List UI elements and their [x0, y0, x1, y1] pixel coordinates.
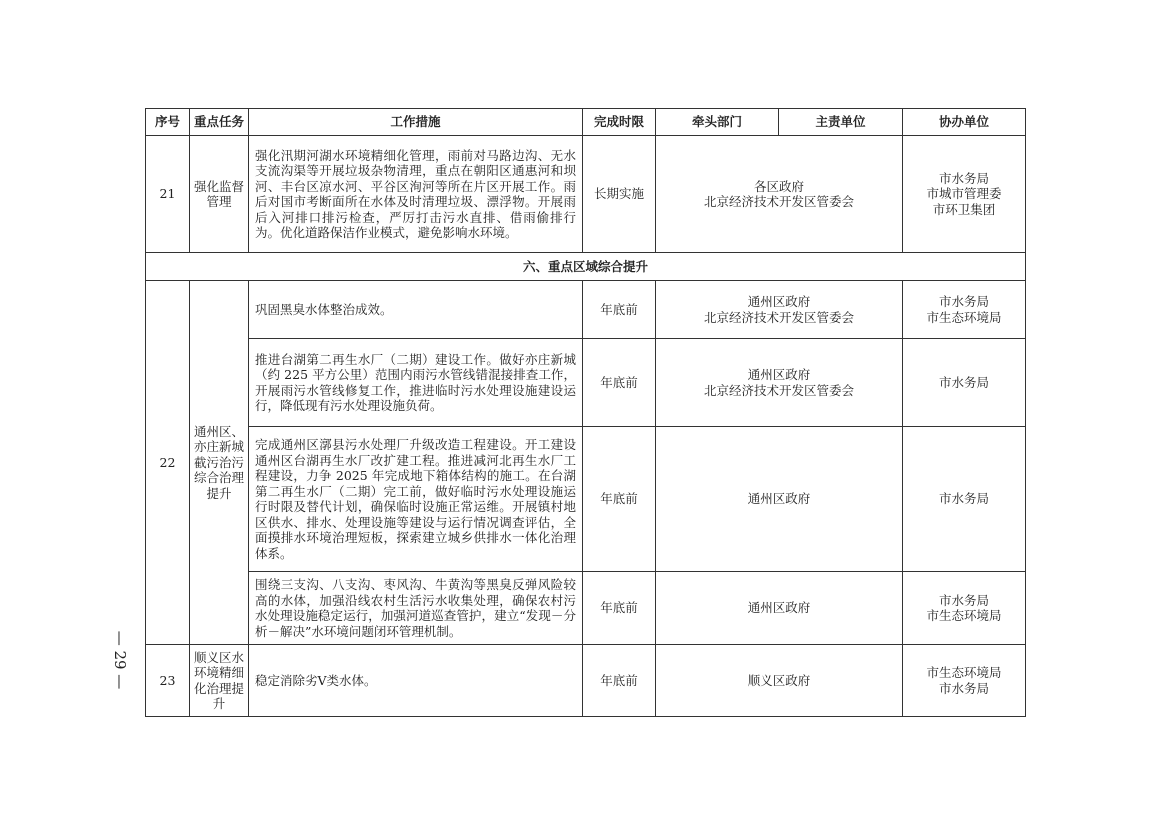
header-measure: 工作措施 — [249, 109, 583, 136]
row-deadline: 年底前 — [583, 427, 656, 572]
lead-unit: 通州区政府 — [747, 491, 811, 507]
row-assist — [903, 645, 1026, 717]
lead-unit: 北京经济技术开发区管委会 — [703, 194, 854, 209]
row-deadline: 年底前 — [583, 645, 656, 717]
row-measure: 稳定消除劣Ⅴ类水体。 — [249, 645, 583, 717]
lead-unit: 通州区政府 — [747, 294, 811, 309]
row-task: 强化监督管理 — [190, 136, 249, 253]
row-lead — [656, 427, 903, 572]
lead-unit: 通州区政府 — [747, 367, 811, 382]
header-assist: 协办单位 — [903, 109, 1026, 136]
assist-unit: 市城市管理委 — [926, 186, 1002, 202]
lead-unit: 北京经济技术开发区管委会 — [703, 309, 854, 325]
lead-unit: 各区政府 — [753, 178, 804, 194]
header-task: 重点任务 — [190, 109, 249, 136]
row-measure: 推进台湖第二再生水厂（二期）建设工作。做好亦庄新城（约 225 平方公里）范围内雨污水管线错混接排查工作，开展雨污水管线修复工作，推进临时污水处理设施建设运行，降低现有污水处理设施负荷。 — [249, 339, 583, 427]
assist-unit: 市水务局 — [938, 680, 989, 696]
header-deadline: 完成时限 — [583, 109, 656, 136]
row-task: 通州区、亦庄新城截污治污综合治理提升 — [190, 281, 249, 645]
header-responsible: 主责单位 — [779, 109, 903, 136]
row-assist — [903, 281, 1026, 339]
page-number: — 29 — — [111, 630, 129, 690]
assist-unit: 市水务局 — [938, 592, 989, 608]
lead-unit: 通州区政府 — [747, 600, 811, 616]
row-deadline: 长期实施 — [583, 136, 656, 253]
row-measure: 完成通州区漷县污水处理厂升级改造工程建设。开工建设通州区台湖再生水厂改扩建工程。推进减河北再生水厂工程建设，力争 2025 年完成地下箱体结构的施工。在台湖第二再生水厂（二期）完工前，做好临时污水处理设施运行时限及替代计划，确保临时设施正常运维。开展镇村地区供水、排水、处理设施等建设与运行情况调查评估，全面摸排水环境治理短板，探索建立城乡供排水一体化治理体系。 — [249, 427, 583, 572]
assist-unit: 市生态环境局 — [926, 309, 1002, 325]
task-table — [145, 108, 1026, 717]
assist-unit: 市水务局 — [938, 294, 989, 309]
header-no: 序号 — [146, 109, 190, 136]
row-no: 23 — [146, 645, 190, 717]
row-lead — [656, 645, 903, 717]
row-task: 顺义区水环境精细化治理提升 — [190, 645, 249, 717]
table-row — [146, 339, 1026, 427]
lead-unit: 北京经济技术开发区管委会 — [703, 382, 854, 398]
assist-unit: 市生态环境局 — [926, 608, 1002, 623]
row-lead — [656, 572, 903, 645]
section-title: 六、重点区域综合提升 — [146, 253, 1026, 281]
row-measure: 强化汛期河湖水环境精细化管理，雨前对马路边沟、无水支流沟渠等开展垃圾杂物清理，重点在朝阳区通惠河和坝河、丰台区凉水河、平谷区洵河等所在片区开展工作。雨后对国市考断面所在水体及时清理垃圾、漂浮物。开展雨后入河排口排污检查，严厉打击污水直排、借雨偷排行为。优化道路保洁作业模式，避免影响水环境。 — [249, 136, 583, 253]
assist-unit: 市水务局 — [938, 170, 989, 186]
row-lead — [656, 136, 903, 253]
table-row — [146, 136, 1026, 253]
row-no: 22 — [146, 281, 190, 645]
row-deadline: 年底前 — [583, 572, 656, 645]
table-row — [146, 572, 1026, 645]
assist-unit: 市生态环境局 — [926, 665, 1002, 680]
row-measure: 围绕三支沟、八支沟、枣风沟、牛黄沟等黑臭反弹风险较高的水体，加强沿线农村生活污水收集处理，确保农村污水处理设施稳定运行，加强河道巡查管护，建立“发现－分析－解决”水环境问题闭环管理机制。 — [249, 572, 583, 645]
row-measure: 巩固黑臭水体整治成效。 — [249, 281, 583, 339]
row-lead — [656, 339, 903, 427]
row-deadline: 年底前 — [583, 339, 656, 427]
row-lead — [656, 281, 903, 339]
table-row — [146, 645, 1026, 717]
row-assist — [903, 427, 1026, 572]
row-no: 21 — [146, 136, 190, 253]
table-row — [146, 281, 1026, 339]
assist-unit: 市水务局 — [938, 374, 989, 390]
row-assist — [903, 136, 1026, 253]
assist-unit: 市环卫集团 — [932, 201, 996, 217]
header-lead: 牵头部门 — [656, 109, 779, 136]
lead-unit: 顺义区政府 — [747, 672, 811, 688]
row-assist — [903, 572, 1026, 645]
assist-unit: 市水务局 — [938, 491, 989, 507]
section-row — [146, 253, 1026, 281]
table-header-row — [146, 109, 1026, 136]
row-assist — [903, 339, 1026, 427]
table-row — [146, 427, 1026, 572]
row-deadline: 年底前 — [583, 281, 656, 339]
